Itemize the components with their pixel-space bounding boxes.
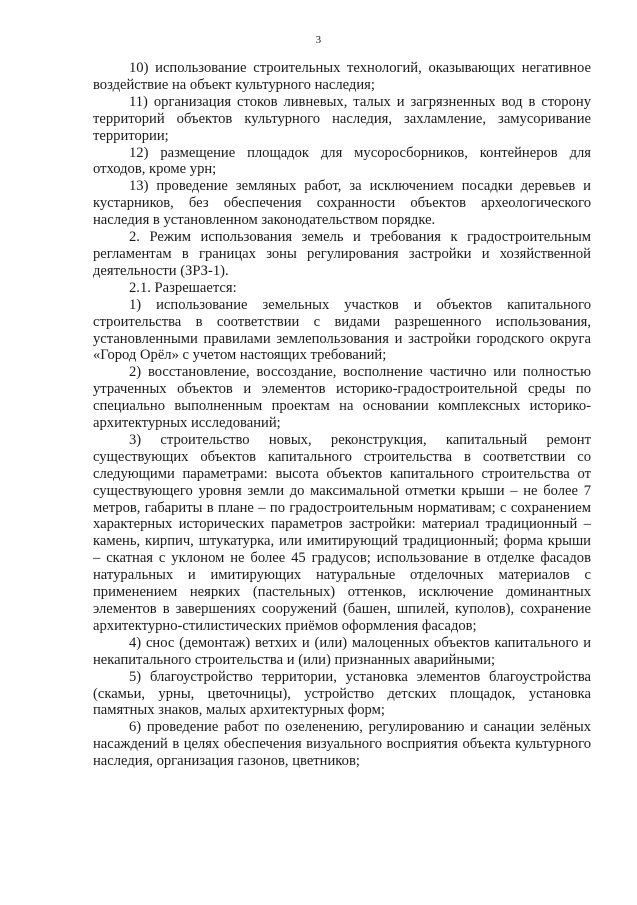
paragraph-item-11: 11) организация стоков ливневых, талых и загрязненных вод в сторону территорий объектов культурного наследия, захламление, замусоривание территории; [93, 93, 591, 144]
document-body [93, 60, 591, 770]
page-number: 3 [315, 34, 322, 46]
paragraph-item-10: 10) использование строительных технологий, оказывающих негативное воздействие на объект культурного наследия; [93, 60, 591, 93]
allowed-item-4: 4) снос (демонтаж) ветхих и (или) малоценных объектов капитального и некапитального строительства и (или) признанных аварийными; [93, 634, 591, 668]
allowed-item-6: 6) проведение работ по озеленению, регулированию и санации зелёных насаждений в целях обеспечения визуального восприятия объекта культурного наследия, организация газонов, цветников; [93, 719, 591, 770]
allowed-item-3: 3) строительство новых, реконструкция, капитальный ремонт существующих объектов капитального строительства в соответствии со следующими параметрами: высота объектов капитального строительства от существующего уровня земли до максимальной отметки крыши – не более 7 метров, габариты в плане – по градостроительным нормативам; с сохранением характерных исторических параметров застройки: материал традиционный – камень, кирпич, штукатурка, или имитирующий традиционный; форма крыши – скатная с уклоном не более 45 градусов; использование в отделке фасадов натуральных и имитирующих натуральные отделочных материалов с применением неярких (пастельных) оттенков, исключение доминантных элементов в завершениях сооружений (башен, шпилей, куполов), сохранение архитектурно-стилистических приёмов оформления фасадов; [93, 431, 591, 634]
allowed-item-5: 5) благоустройство территории, установка элементов благоустройства (скамьи, урны, цветочницы), устройство детских площадок, установка памятных знаков, малых архитектурных форм; [93, 668, 591, 719]
allowed-item-1: 1) использование земельных участков и объектов капитального строительства в соответствии с видами разрешенного использования, установленными правилами землепользования и застройки городского округа «Город Орёл» с учетом настоящих требований; [93, 296, 591, 364]
allowed-item-2: 2) восстановление, воссоздание, восполнение частично или полностью утраченных объектов и элементов историко-градостроительной среды по специально выполненным проектам на основании комплексных историко-архитектурных исследований; [93, 364, 591, 432]
section-2-heading: 2. Режим использования земель и требования к градостроительным регламентам в границах зоны регулирования застройки и хозяйственной деятельности (ЗРЗ-1). [93, 229, 591, 279]
paragraph-item-12: 12) размещение площадок для мусоросборников, контейнеров для отходов, кроме урн; [93, 144, 591, 178]
paragraph-item-13: 13) проведение земляных работ, за исключением посадки деревьев и кустарников, без обеспечения сохранности объектов археологического наследия в установленном законодательством порядке. [93, 178, 591, 229]
subsection-2-1-heading: 2.1. Разрешается: [129, 279, 237, 296]
